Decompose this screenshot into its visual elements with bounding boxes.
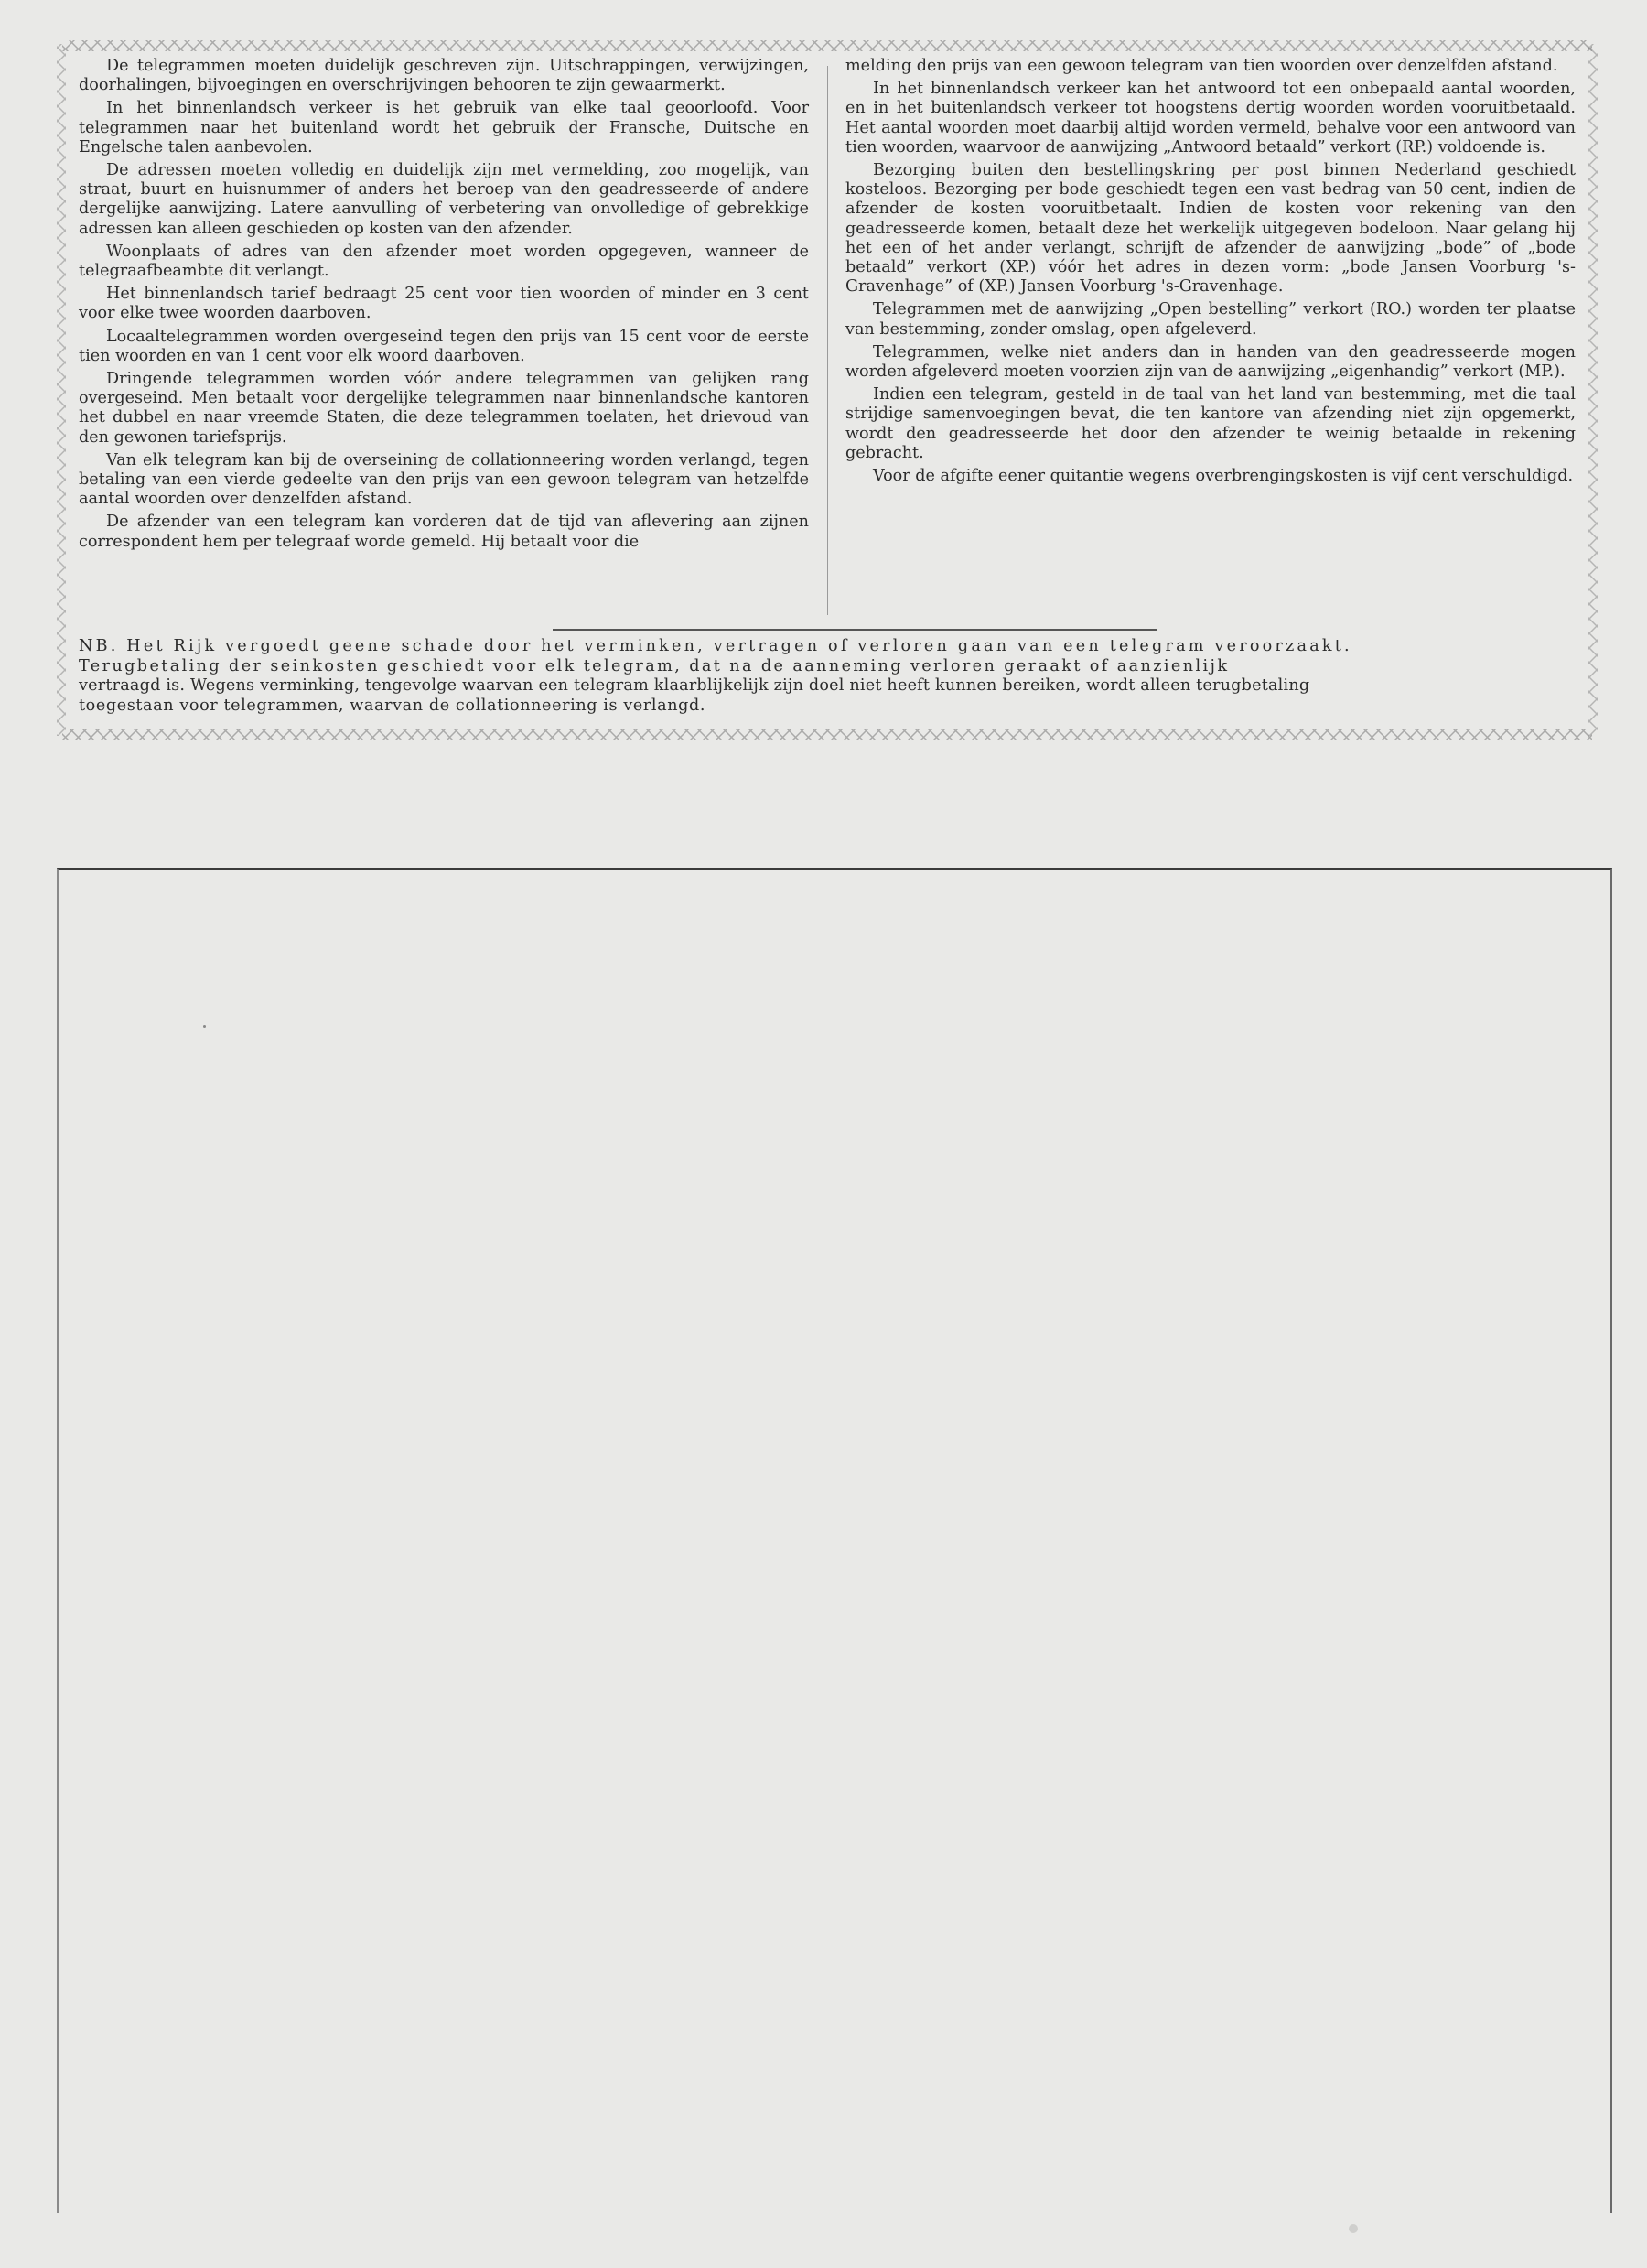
nb-line-3: vertraagd is. Wegens verminking, tengevolge waarvan een telegram klaarblijkelijk zijn doel niet heeft kunnen bereiken, wordt alleen terugbetaling xyxy=(79,676,1310,695)
paragraph-urgent-telegrams: Dringende telegrammen worden vóór andere telegrammen van gelijken rang overgeseind. Men betaalt voor dergelijke telegrammen naar binnenlandsche kantoren het dubbel en naar vreemde Staten, die deze telegrammen toelaten, het drievoud van den gewonen tariefsprijs. xyxy=(79,370,809,447)
blank-writing-area xyxy=(57,868,1612,2213)
paragraph-open-delivery: Telegrammen met de aanwijzing „Open bestelling” verkort (RO.) worden ter plaatse van bestemming, zonder omslag, open afgeleverd. xyxy=(845,300,1576,339)
paper-speck xyxy=(1349,2224,1358,2233)
decorative-border-top xyxy=(62,40,1592,51)
paragraph-receipt-fee: Voor de afgifte eener quitantie wegens overbrengingskosten is vijf cent verschuldigd. xyxy=(873,467,1574,486)
right-column xyxy=(845,57,1576,632)
section-separator xyxy=(553,629,1157,631)
decorative-border-bottom xyxy=(62,729,1592,740)
decorative-border-right xyxy=(1588,44,1598,736)
left-column xyxy=(79,57,809,632)
paragraph-personal-delivery: Telegrammen, welke niet anders dan in handen van den geadresseerde mogen worden afgeleverd moeten voorzien zijn van de aanwijzing „eigenhandig” verkort (MP.). xyxy=(845,342,1576,382)
liability-note xyxy=(79,637,1579,716)
paragraph-courier-delivery: Bezorging buiten den bestellingskring per post binnen Nederland geschiedt kosteloos. Bezorging per bode geschiedt tegen een vast bedrag van 50 cent, indien de afzender de kosten vooruitbetaalt. Indien de kosten voor rekening van den geadresseerde komen, betaalt deze het werkelijk uitgegeven bodeloon. Naar gelang hij het een of het ander verlangt, schrijft de afzender de aanwijzing „bode” of „bode betaald” verkort (XP.) vóór het adres in dezen vorm: „bode Jansen Voorburg 's-Gravenhage” of (XP.) Jansen Voorburg 's-Gravenhage. xyxy=(845,161,1576,297)
paragraph-language: In het binnenlandsch verkeer is het gebruik van elke taal geoorloofd. Voor telegrammen naar het buitenland wordt het gebruik der Fransche, Duitsche en Engelsche talen aanbevolen. xyxy=(79,99,809,157)
paragraph-legibility: De telegrammen moeten duidelijk geschreven zijn. Uitschrappingen, verwijzingen, doorhalingen, bijvoegingen en overschrijvingen behooren te zijn gewaarmerkt. xyxy=(79,57,809,95)
paper-speck xyxy=(203,1025,206,1028)
paragraph-addresses: De adressen moeten volledig en duidelijk zijn met vermelding, zoo mogelijk, van straat, buurt en huisnummer of anders het beroep van den geadresseerde of andere dergelijke aanwijzing. Latere aanvulling of verbetering van onvolledige of gebrekkige adressen kan alleen geschieden op kosten van den afzender. xyxy=(79,161,809,238)
paragraph-language-combinations: Indien een telegram, gesteld in de taal van het land van bestemming, met die taal strijdige samenvoegingen bevat, die ten kantore van afzending niet zijn opgemerkt, wordt den geadresseerde het door den afzender te weinig betaalde in rekening gebracht. xyxy=(845,385,1576,462)
nb-line-1: NB. Het Rijk vergoedt geene schade door het verminken, vertragen of verloren gaan van een telegram veroorzaakt. xyxy=(79,637,1352,655)
nb-line-4: toegestaan voor telegrammen, waarvan de collationneering is verlangd. xyxy=(79,696,706,715)
paragraph-delivery-notice: De afzender van een telegram kan vorderen dat de tijd van aflevering aan zijnen correspondent hem per telegraaf worde gemeld. Hij betaalt voor die xyxy=(79,513,809,551)
paragraph-collation: Van elk telegram kan bij de overseining de collationneering worden verlangd, tegen betaling van een vierde gedeelte van den prijs van een gewoon telegram van hetzelfde aantal woorden over denzelfden afstand. xyxy=(79,450,809,509)
paragraph-domestic-tariff: Het binnenlandsch tarief bedraagt 25 cent voor tien woorden of minder en 3 cent voor elke twee woorden daarboven. xyxy=(79,285,809,323)
paragraph-local-telegrams: Locaaltelegrammen worden overgeseind tegen den prijs van 15 cent voor de eerste tien woorden en van 1 cent voor elk woord daarboven. xyxy=(79,327,809,365)
decorative-border-left xyxy=(57,44,66,736)
telegram-regulations-notice xyxy=(62,44,1592,736)
paragraph-reply-paid: In het binnenlandsch verkeer kan het antwoord tot een onbepaald aantal woorden, en in het buitenlandsch verkeer tot hoogstens dertig woorden worden vooruitbetaald. Het aantal woorden moet daarbij altijd worden vermeld, behalve voor een antwoord van tien woorden, waarvoor de aanwijzing „Antwoord betaald” verkort (RP.) voldoende is. xyxy=(845,80,1576,157)
paragraph-delivery-notice-cont: melding den prijs van een gewoon telegram van tien woorden over denzelfden afstand. xyxy=(845,57,1558,75)
regulations-columns xyxy=(79,57,1576,632)
column-divider xyxy=(827,66,828,615)
paragraph-sender-address: Woonplaats of adres van den afzender moet worden opgegeven, wanneer de telegraafbeambte dit verlangt. xyxy=(79,242,809,281)
nb-line-2: Terugbetaling der seinkosten geschiedt voor elk telegram, dat na de aanneming verloren geraakt of aanzienlijk xyxy=(79,656,1230,675)
